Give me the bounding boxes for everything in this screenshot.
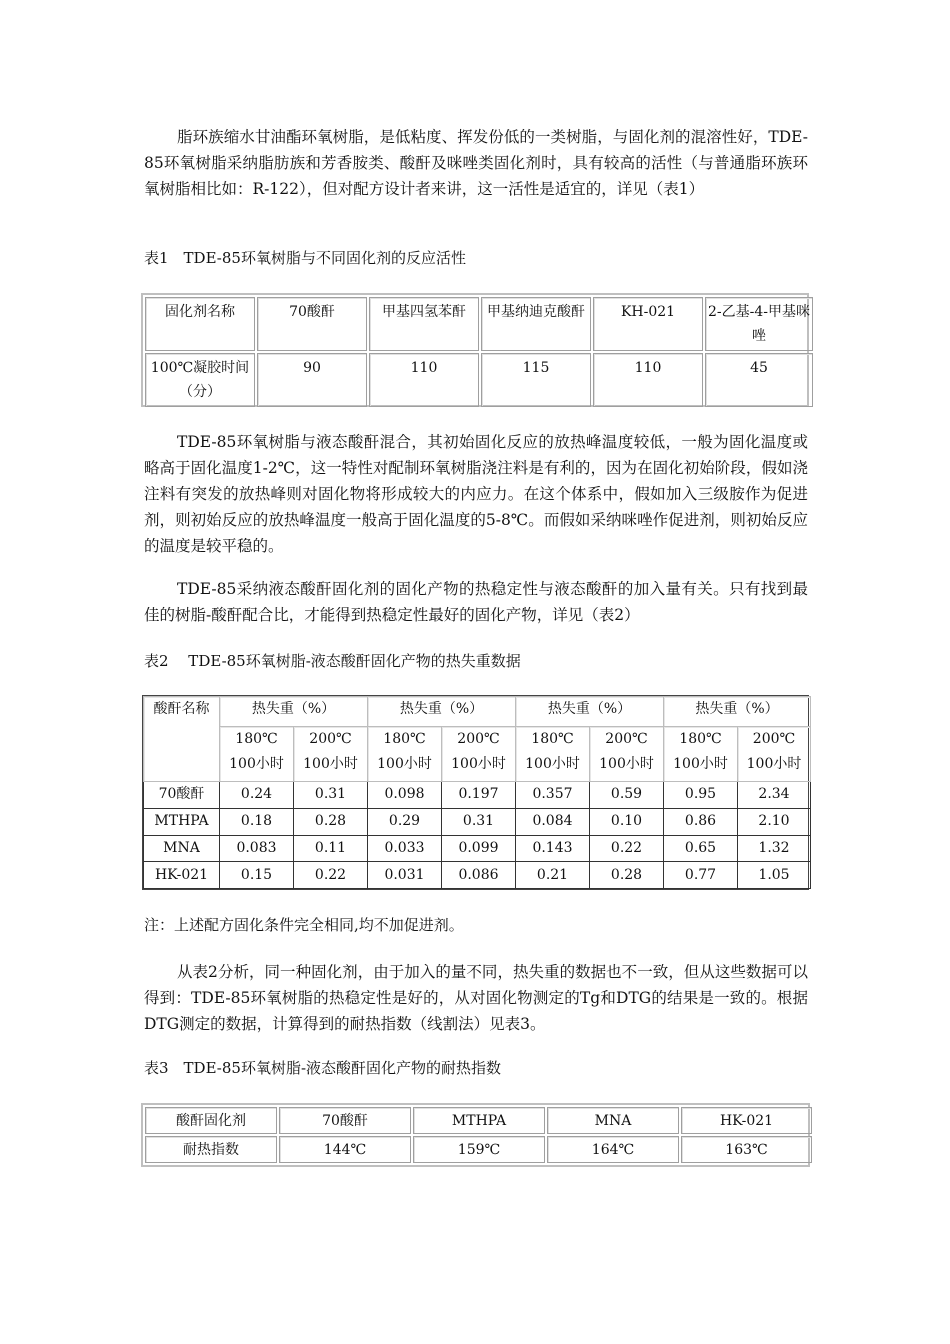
table2-sub-header (590, 727, 664, 782)
table-cell: 70酸酐 (279, 1107, 411, 1134)
table-cell: 0.10 (590, 808, 664, 835)
duration-label: 100小时 (599, 756, 654, 772)
table-cell: 甲基四氢苯酐 (369, 297, 479, 351)
table2-caption: 表2 TDE-85环氧树脂-液态酸酐固化产物的热失重数据 (144, 652, 521, 670)
table-cell: 159℃ (413, 1136, 545, 1163)
table-cell: 1.32 (738, 835, 811, 862)
temp-label: 180℃ (235, 731, 278, 747)
table-cell: 0.15 (220, 862, 294, 889)
temp-label: 180℃ (383, 731, 426, 747)
table3-frame (141, 1103, 810, 1167)
table2-sub-header (294, 727, 368, 782)
table-cell: 2-乙基-4-甲基咪唑 (705, 297, 813, 351)
table-cell: 0.29 (368, 808, 442, 835)
temp-label: 200℃ (605, 731, 648, 747)
table-row (144, 862, 811, 889)
table-cell: 0.033 (368, 835, 442, 862)
duration-label: 100小时 (229, 756, 284, 772)
table2-sub-header-row (144, 727, 811, 782)
table2-sub-header (220, 727, 294, 782)
table-cell: 0.084 (516, 808, 590, 835)
table-cell: 0.31 (294, 782, 368, 809)
table-cell: 90 (257, 353, 367, 407)
table-cell: 1.05 (738, 862, 811, 889)
temp-label: 200℃ (457, 731, 500, 747)
table-cell: 0.18 (220, 808, 294, 835)
table-cell: MNA (547, 1107, 679, 1134)
table-cell: 0.21 (516, 862, 590, 889)
table-cell: 0.28 (294, 808, 368, 835)
table2-sub-header (516, 727, 590, 782)
table-cell: 2.10 (738, 808, 811, 835)
table-cell: 0.22 (590, 835, 664, 862)
duration-label: 100小时 (525, 756, 580, 772)
paragraph-4: 从表2分析，同一种固化剂，由于加入的量不同，热失重的数据也不一致，但从这些数据可以得到：TDE-85环氧树脂的热稳定性是好的，从对固化物测定的Tg和DTG的结果是一致的。根据DTG测定的数据，计算得到的耐热指数（线割法）见表3。 (144, 963, 808, 1033)
table-cell: 0.22 (294, 862, 368, 889)
table1-data-row (145, 353, 813, 407)
duration-label: 100小时 (303, 756, 358, 772)
duration-label: 100小时 (746, 756, 802, 772)
table-cell: 0.86 (664, 808, 738, 835)
table-cell: 0.95 (664, 782, 738, 809)
table1 (143, 295, 815, 409)
table-row (144, 782, 811, 809)
table-cell: 164℃ (547, 1136, 679, 1163)
table3-caption: 表3 TDE-85环氧树脂-液态酸酐固化产物的耐热指数 (144, 1059, 502, 1077)
table-cell: 100℃凝胶时间（分） (145, 353, 255, 407)
table-cell: 固化剂名称 (145, 297, 255, 351)
table-cell: 115 (481, 353, 591, 407)
table-cell: 酸酐固化剂 (145, 1107, 277, 1134)
table2-group-header-row (144, 697, 811, 727)
table-cell: 0.65 (664, 835, 738, 862)
table-cell: 0.098 (368, 782, 442, 809)
duration-label: 100小时 (377, 756, 432, 772)
row-label: MNA (144, 835, 220, 862)
table-cell: 0.11 (294, 835, 368, 862)
table-cell: 144℃ (279, 1136, 411, 1163)
table-cell: 45 (705, 353, 813, 407)
table-cell: 163℃ (681, 1136, 812, 1163)
intro-paragraph: 脂环族缩水甘油酯环氧树脂，是低粘度、挥发份低的一类树脂，与固化剂的混溶性好，TDE-85环氧树脂采纳脂肪族和芳香胺类、酸酐及咪唑类固化剂时，具有较高的活性（与普通脂环族环氧树脂相比如：R-122），但对配方设计者来讲，这一活性是适宜的，详见（表1） (144, 128, 808, 198)
table-cell: 耐热指数 (145, 1136, 277, 1163)
table2-sub-header (368, 727, 442, 782)
table-cell: 0.24 (220, 782, 294, 809)
table-cell: 70酸酐 (257, 297, 367, 351)
table2-note: 注：上述配方固化条件完全相同,均不加促进剂。 (144, 916, 464, 934)
row-label: MTHPA (144, 808, 220, 835)
table-cell: 0.143 (516, 835, 590, 862)
table2-sub-header (738, 727, 811, 782)
table-cell: 0.77 (664, 862, 738, 889)
table-cell: 2.34 (738, 782, 811, 809)
table-cell: 110 (369, 353, 479, 407)
table2-frame (142, 695, 809, 890)
table-row (144, 808, 811, 835)
paragraph-2: TDE-85环氧树脂与液态酸酐混合，其初始固化反应的放热峰温度较低，一般为固化温度或略高于固化温度1-2℃，这一特性对配制环氧树脂浇注料是有利的，因为在固化初始阶段，假如浇注料有突发的放热峰则对固化物将形成较大的内应力。在这个体系中，假如加入三级胺作为促进剂，则初始反应的放热峰温度一般高于固化温度的5-8℃。而假如采纳咪唑作促进剂，则初始反应的温度是较平稳的。 (144, 433, 808, 555)
table-cell: 0.086 (442, 862, 516, 889)
duration-label: 100小时 (451, 756, 506, 772)
table-cell: 0.28 (590, 862, 664, 889)
table-cell: MTHPA (413, 1107, 545, 1134)
table-cell: 0.031 (368, 862, 442, 889)
temp-label: 180℃ (531, 731, 574, 747)
table1-frame (141, 293, 809, 407)
table2-sub-header (664, 727, 738, 782)
table2-group-header: 热失重（%） (368, 697, 516, 727)
table-cell: 110 (593, 353, 703, 407)
table-row (144, 835, 811, 862)
table-cell: HK-021 (681, 1107, 812, 1134)
temp-label: 180℃ (679, 731, 722, 747)
table2 (143, 696, 811, 889)
temp-label: 200℃ (309, 731, 352, 747)
table2-group-header: 热失重（%） (220, 697, 368, 727)
temp-label: 200℃ (752, 731, 796, 747)
table2-group-header: 热失重（%） (664, 697, 811, 727)
table3-header-row (145, 1107, 812, 1134)
table2-corner-cell: 酸酐名称 (144, 697, 220, 782)
table1-caption: 表1 TDE-85环氧树脂与不同固化剂的反应活性 (144, 249, 466, 267)
table-cell: 0.59 (590, 782, 664, 809)
row-label: HK-021 (144, 862, 220, 889)
table-cell: 0.197 (442, 782, 516, 809)
table-cell: 0.083 (220, 835, 294, 862)
table2-group-header: 热失重（%） (516, 697, 664, 727)
table-cell: KH-021 (593, 297, 703, 351)
row-label: 70酸酐 (144, 782, 220, 809)
table-cell: 甲基纳迪克酸酐 (481, 297, 591, 351)
duration-label: 100小时 (673, 756, 728, 772)
table3 (143, 1105, 814, 1165)
table-cell: 0.357 (516, 782, 590, 809)
table1-header-row (145, 297, 813, 351)
table3-data-row (145, 1136, 812, 1163)
table-cell: 0.31 (442, 808, 516, 835)
table2-sub-header (442, 727, 516, 782)
paragraph-3: TDE-85采纳液态酸酐固化剂的固化产物的热稳定性与液态酸酐的加入量有关。只有找到最佳的树脂-酸酐配合比，才能得到热稳定性最好的固化产物，详见（表2） (144, 580, 808, 624)
table-cell: 0.099 (442, 835, 516, 862)
